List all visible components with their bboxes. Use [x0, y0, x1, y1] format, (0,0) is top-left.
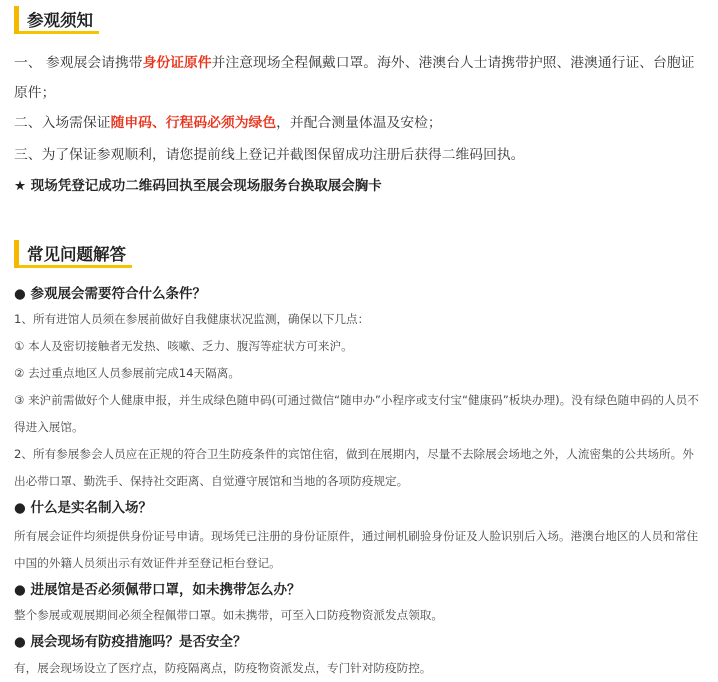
faq-answer-text: 1、所有进馆人员须在参展前做好自我健康状况监测，确保以下几点：: [14, 312, 370, 326]
notice-star-line: ★ 现场凭登记成功二维码回执至展会现场服务台换取展会胸卡: [14, 178, 382, 194]
faq-answer-text: 所有展会证件均须提供身份证号申请。现场凭已注册的身份证原件，通过闸机刷验身份证及人脸识别后入场。港澳台地区的人员和常住中国的外籍人员须出示有效证件并至登记柜台登记。: [14, 529, 699, 570]
faq-question-1: ● 参观展会需要符合什么条件？: [14, 286, 206, 302]
notice-text: 二、入场需保证: [14, 115, 111, 131]
section-header-notice: [14, 6, 99, 34]
notice-text: ，并配合测量体温及安检；: [276, 115, 442, 131]
faq-question-4: ● 展会现场有防疫措施吗？是否安全？: [14, 634, 247, 650]
faq-answer-text: ③ 来沪前需做好个人健康申报，并生成绿色随申码(可通过微信“随申办”小程序或支付宝“健康码”板块办理)。没有绿色随申码的人员不得进入展馆。: [14, 393, 699, 434]
notice-text: 一、 参观展会请携带: [14, 55, 143, 71]
notice-item-3: 三、为了保证参观顺利，请您提前线上登记并截图保留成功注册后获得二维码回执。: [14, 147, 525, 163]
notice-item-2: [14, 108, 704, 138]
faq-answer-text: 有，展会现场设立了医疗点，防疫隔离点，防疫物资派发点，专门针对防疫防控。: [14, 661, 432, 675]
faq-answer-text: ① 本人及密切接触者无发热、咳嗽、乏力、腹泻等症状方可来沪。: [14, 339, 353, 353]
faq-question-2: ● 什么是实名制入场？: [14, 500, 152, 516]
faq-answer-text: ② 去过重点地区人员参展前完成14天隔离。: [14, 366, 240, 380]
faq-answer-text: 整个参展或观展期间必须全程佩带口罩。如未携带，可至入口防疫物资派发点领取。: [14, 608, 443, 622]
highlight-text: 身份证原件: [142, 55, 212, 71]
section-header-faq: [14, 240, 132, 268]
highlight-text: 随申码、行程码必须为绿色: [110, 115, 277, 131]
section-title: 参观须知: [19, 6, 99, 34]
faq-answer-text: 2、所有参展参会人员应在正规的符合卫生防疫条件的宾馆住宿，做到在展期内，尽量不去除展会场地之外，人流密集的公共场所。外出必带口罩、勤洗手、保持社交距离、自觉遵守展馆和当地的各项防疫规定。: [14, 447, 694, 488]
notice-item-1: [14, 48, 704, 108]
notice-text: 并注意现场全程佩戴口罩。海外、港澳台人士请携带护照、港澳通行证、台胞证原件；: [14, 55, 695, 101]
section-title: 常见问题解答: [19, 240, 132, 268]
faq-question-3: ● 进展馆是否必须佩带口罩，如未携带怎么办？: [14, 582, 301, 598]
